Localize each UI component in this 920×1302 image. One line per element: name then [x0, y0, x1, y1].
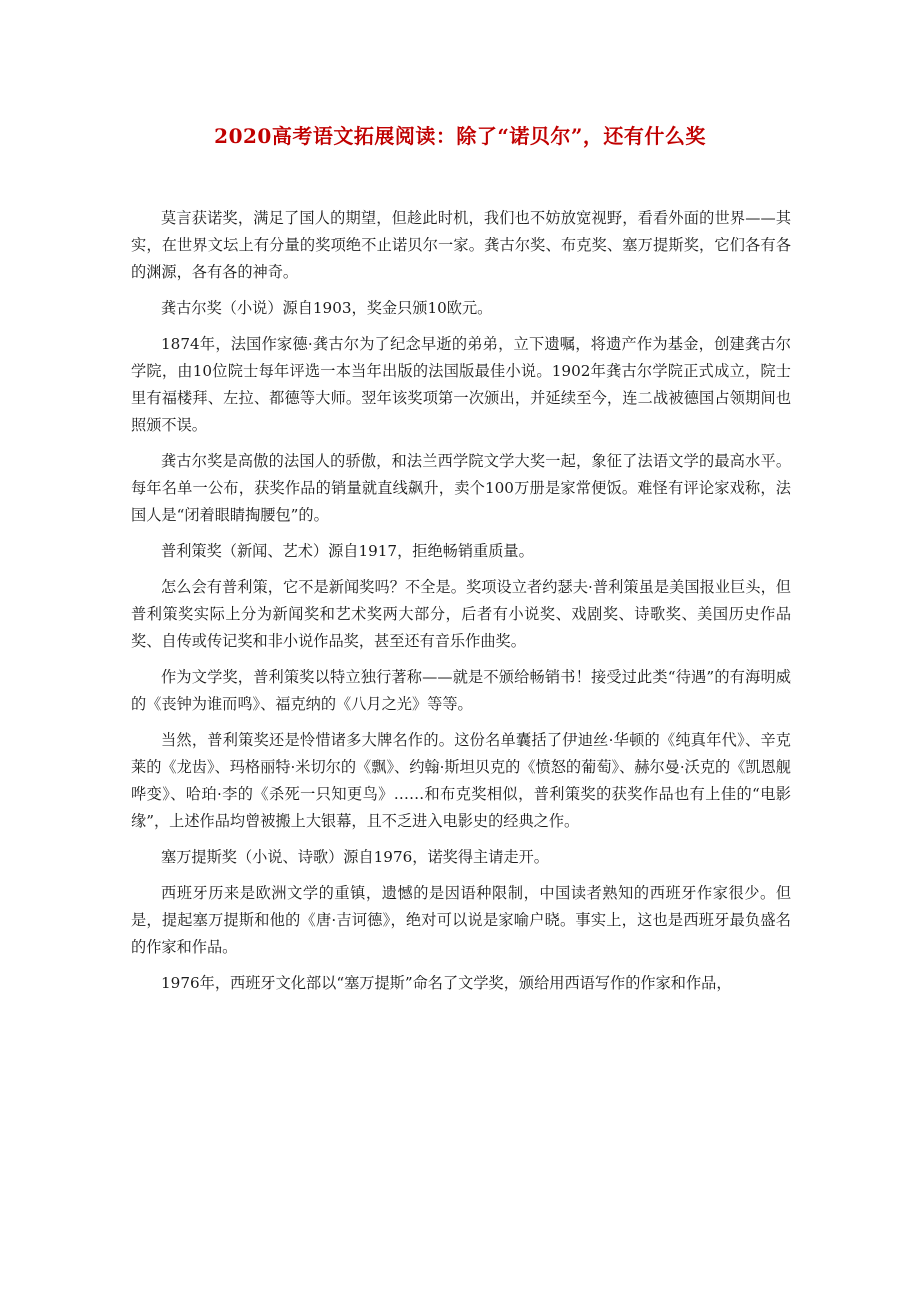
paragraph-pulitzer-independence: 作为文学奖，普利策奖以特立独行著称——就是不颁给畅销书！接受过此类“待遇”的有海明威的《丧钟为谁而鸣》、福克纳的《八月之光》等等。	[131, 668, 791, 713]
paragraph-goncourt-history: 1874年，法国作家德·龚古尔为了纪念早逝的弟弟，立下遗嘱，将遗产作为基金，创建龚古尔学院，由10位院士每年评选一本当年出版的法国版最佳小说。1902年龚古尔学院正式成立，院士里有福楼拜、左拉、都德等大师。翌年该奖项第一次颁出，并延续至今，连二战被德国占领期间也照颁不误。	[131, 335, 791, 434]
paragraph-goncourt-heading: 龚古尔奖（小说）源自1903，奖金只颁10欧元。	[161, 299, 493, 317]
paragraph-pulitzer-winners: 当然，普利策奖还是怜惜诸多大牌名作的。这份名单囊括了伊迪丝·华顿的《纯真年代》、辛克莱的《龙齿》、玛格丽特·米切尔的《飘》、约翰·斯坦贝克的《愤怒的葡萄》、赫尔曼·沃克的《凯恩舰哗变》、哈珀·李的《杀死一只知更鸟》……和布克奖相似，普利策奖的获奖作品也有上佳的“电影缘”，上述作品均曾被搬上大银幕，且不乏进入电影史的经典之作。	[131, 731, 791, 830]
page-title: 2020高考语文拓展阅读：除了“诺贝尔”，还有什么奖	[214, 124, 706, 148]
paragraph-cervantes-founding: 1976年，西班牙文化部以“塞万提斯”命名了文学奖，颁给用西语写作的作家和作品，	[161, 974, 732, 992]
paragraph-cervantes-spain: 西班牙历来是欧洲文学的重镇，遗憾的是因语种限制，中国读者熟知的西班牙作家很少。但是，提起塞万提斯和他的《唐·吉诃德》，绝对可以说是家喻户晓。事实上，这也是西班牙最负盛名的作家和作品。	[131, 884, 791, 956]
paragraph-pulitzer-categories: 怎么会有普利策，它不是新闻奖吗？不全是。奖项设立者约瑟夫·普利策虽是美国报业巨头，但普利策奖实际上分为新闻奖和艺术奖两大部分，后者有小说奖、戏剧奖、诗歌奖、美国历史作品奖、自传或传记奖和非小说作品奖，甚至还有音乐作曲奖。	[131, 578, 791, 650]
paragraph-pulitzer-heading: 普利策奖（新闻、艺术）源自1917，拒绝畅销重质量。	[161, 542, 534, 560]
paragraph-goncourt-influence: 龚古尔奖是高傲的法国人的骄傲，和法兰西学院文学大奖一起，象征了法语文学的最高水平。每年名单一公布，获奖作品的销量就直线飙升，卖个100万册是家常便饭。难怪有评论家戏称，法国人是“闭着眼睛掏腰包”的。	[131, 452, 791, 524]
paragraph-cervantes-heading: 塞万提斯奖（小说、诗歌）源自1976，诺奖得主请走开。	[161, 848, 549, 866]
paragraph-intro: 莫言获诺奖，满足了国人的期望，但趁此时机，我们也不妨放宽视野，看看外面的世界——其实，在世界文坛上有分量的奖项绝不止诺贝尔一家。龚古尔奖、布克奖、塞万提斯奖，它们各有各的渊源，各有各的神奇。	[131, 209, 791, 281]
article-body	[131, 205, 791, 1006]
